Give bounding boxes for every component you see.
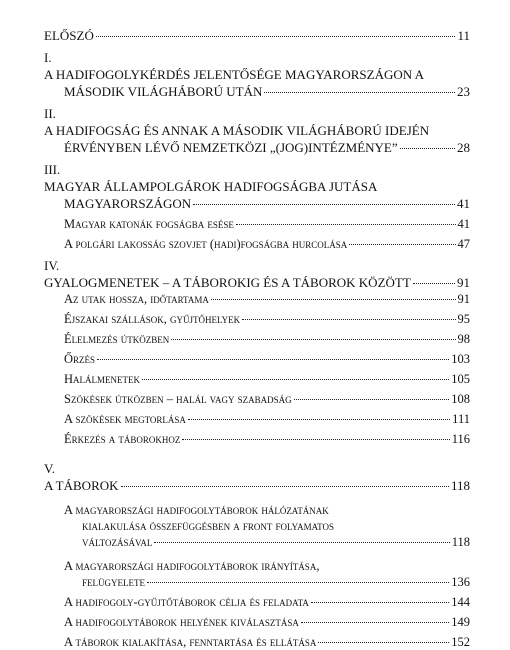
entry-page: 98 — [457, 332, 470, 346]
toc-subentry — [44, 391, 470, 407]
subentry-title: A táborok kialakítása, fenntartása és ellátása — [64, 635, 317, 649]
dot-leader — [242, 319, 455, 320]
entry-page: 105 — [451, 372, 470, 386]
toc-entry-chapter-1 — [44, 83, 470, 100]
entry-page: 149 — [451, 615, 470, 629]
dot-leader — [264, 92, 455, 93]
toc-subentry — [44, 371, 470, 387]
entry-page: 95 — [457, 312, 470, 326]
entry-page: 23 — [457, 84, 470, 99]
dot-leader — [154, 542, 449, 543]
toc-entry-preface — [44, 28, 470, 44]
dot-leader — [121, 486, 449, 487]
toc-entry-chapter-3 — [44, 195, 470, 212]
subentry-title: A hadifogoly-gyűjtőtáborok célja és feladata — [64, 595, 309, 609]
toc-entry-chapter-2 — [44, 139, 470, 156]
toc-entry-chapter-5 — [44, 477, 470, 494]
subentry-title: A szökések megtorlása — [64, 412, 186, 426]
chapter-number: I. — [44, 50, 52, 65]
subentry-title-line: felügyelete — [82, 575, 145, 589]
chapter-number: III. — [44, 162, 61, 177]
entry-page: 41 — [457, 217, 470, 231]
entry-page: 108 — [451, 392, 470, 406]
toc-subentry — [44, 614, 470, 630]
subentry-title-line: A magyarországi hadifogolytáborok irányítása, — [64, 559, 320, 573]
dot-leader — [349, 244, 455, 245]
entry-page: 47 — [457, 237, 470, 251]
entry-page: 144 — [451, 595, 470, 609]
chapter-title-line: A HADIFOGSÁG ÉS ANNAK A MÁSODIK VILÁGHÁBORÚ IDEJÉN — [44, 123, 430, 138]
toc-subentry — [44, 291, 470, 307]
entry-page: 118 — [451, 535, 470, 549]
dot-leader — [142, 379, 449, 380]
dot-leader — [211, 299, 456, 300]
chapter-title-line: GYALOGMENETEK – A TÁBOROKIG ÉS A TÁBOROK KÖZÖTT — [44, 275, 411, 290]
dot-leader — [301, 622, 449, 623]
subentry-title: Az utak hossza, időtartama — [64, 292, 209, 306]
toc-subentry — [44, 216, 470, 232]
toc-subentry — [44, 331, 470, 347]
chapter-title-line: MÁSODIK VILÁGHÁBORÚ UTÁN — [64, 84, 263, 99]
entry-title: ELŐSZÓ — [44, 28, 94, 43]
chapter-title-line: MAGYARORSZÁGON — [64, 196, 192, 211]
toc-subentry — [44, 431, 470, 447]
dot-leader — [147, 582, 449, 583]
toc-subentry — [44, 634, 470, 650]
dot-leader — [171, 339, 455, 340]
entry-page: 11 — [457, 28, 470, 43]
entry-page: 111 — [452, 412, 470, 426]
toc-subentry — [44, 534, 470, 550]
entry-page: 116 — [451, 432, 470, 446]
chapter-title-line: MAGYAR ÁLLAMPOLGÁROK HADIFOGSÁGBA JUTÁSA — [44, 179, 378, 194]
subentry-title: Őrzés — [64, 352, 96, 366]
dot-leader — [236, 224, 456, 225]
toc-subentry — [44, 594, 470, 610]
chapter-number: V. — [44, 461, 55, 476]
entry-page: 91 — [457, 275, 470, 290]
entry-page: 41 — [457, 196, 470, 211]
entry-page: 152 — [451, 635, 470, 649]
toc-subentry — [44, 236, 470, 252]
subentry-title: A polgári lakosság szovjet (hadi)fogságba hurcolása — [64, 237, 348, 251]
dot-leader — [97, 359, 449, 360]
toc-subentry — [44, 351, 470, 367]
dot-leader — [294, 399, 450, 400]
entry-page: 28 — [457, 140, 470, 155]
subentry-title: Szökések útközben – halál vagy szabadság — [64, 392, 292, 406]
dot-leader — [318, 642, 449, 643]
dot-leader — [188, 419, 450, 420]
dot-leader — [413, 283, 455, 284]
dot-leader — [96, 36, 456, 37]
chapter-number: II. — [44, 106, 56, 121]
chapter-title-line: A TÁBOROK — [44, 478, 119, 493]
dot-leader — [193, 204, 455, 205]
toc-subentry — [44, 311, 470, 327]
subentry-title-line: A magyarországi hadifogolytáborok hálózatának — [64, 503, 329, 517]
entry-page: 103 — [451, 352, 470, 366]
toc-subentry — [44, 411, 470, 427]
entry-page: 136 — [451, 575, 470, 589]
entry-page: 118 — [450, 478, 470, 493]
subentry-title: Halálmenetek — [64, 372, 141, 386]
subentry-title: A hadifogolytáborok helyének kiválasztása — [64, 615, 299, 629]
dot-leader — [400, 148, 455, 149]
chapter-number: IV. — [44, 258, 60, 273]
dot-leader — [311, 602, 449, 603]
toc-entry-chapter-4 — [44, 274, 470, 291]
entry-page: 91 — [457, 292, 470, 306]
subentry-title-line: kialakulása összefüggésben a front folyamatos — [82, 519, 334, 533]
chapter-title-line: ÉRVÉNYBEN LÉVŐ NEMZETKÖZI „(JOG)INTÉZMÉNYE” — [64, 140, 398, 155]
dot-leader — [182, 439, 449, 440]
chapter-title-line: A HADIFOGOLYKÉRDÉS JELENTŐSÉGE MAGYARORSZÁGON A — [44, 67, 425, 82]
subentry-title: Éjszakai szállások, gyűjtőhelyek — [64, 312, 241, 326]
toc-subentry — [44, 574, 470, 590]
subentry-title: Élelmezés útközben — [64, 332, 170, 346]
subentry-title: Magyar katonák fogságba esése — [64, 217, 234, 231]
subentry-title: Érkezés a táborokhoz — [64, 432, 181, 446]
table-of-contents — [44, 28, 470, 650]
subentry-title-line: változásával — [82, 535, 153, 549]
